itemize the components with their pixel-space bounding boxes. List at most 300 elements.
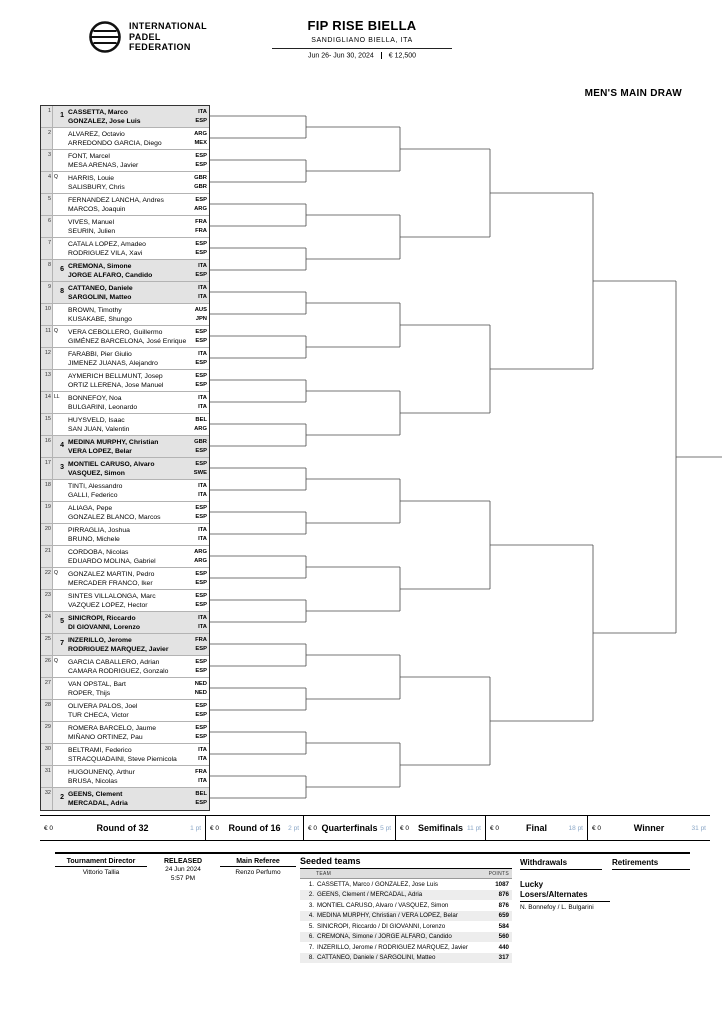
player1-country: ITA bbox=[198, 284, 207, 291]
entry-position: 20 bbox=[41, 524, 53, 545]
entry-countries bbox=[187, 304, 209, 325]
entry-team bbox=[66, 744, 187, 765]
player2-country: ESP bbox=[195, 800, 207, 806]
round-points: 5 pt bbox=[380, 824, 391, 832]
round-points: 11 pt bbox=[467, 824, 481, 832]
entry-seed-or-qualifier: Q bbox=[54, 658, 58, 664]
seeded-team-names: MONTIEL CARUSO, Alvaro / VASQUEZ, Simon bbox=[317, 901, 449, 909]
entry-position: 23 bbox=[41, 590, 53, 611]
entry-position: 17 bbox=[41, 458, 53, 479]
entry-seed-or-qualifier bbox=[53, 216, 66, 237]
player2-name: RODRIGUEZ VILA, Xavi bbox=[68, 249, 143, 257]
entry-position: 5 bbox=[41, 194, 53, 215]
player1-country: ITA bbox=[198, 526, 207, 533]
lucky-losers-names: N. Bonnefoy / L. Bulgarini bbox=[520, 904, 594, 911]
player2-name: BRUSA, Nicolas bbox=[68, 777, 118, 785]
round-points: 2 pt bbox=[288, 824, 299, 832]
entry-row bbox=[41, 524, 209, 546]
player1-name: GARCIA CABALLERO, Adrian bbox=[68, 658, 160, 666]
player2-country: ESP bbox=[195, 667, 207, 674]
entry-row bbox=[41, 744, 209, 766]
player1-country: BEL bbox=[195, 791, 207, 797]
player1-country: ESP bbox=[195, 240, 207, 247]
lucky-losers-block bbox=[520, 880, 610, 911]
seeded-team-names: GEENS, Clement / MERCADAL, Adria bbox=[317, 891, 423, 899]
player1-name: VERA CEBOLLERO, Guillermo bbox=[68, 328, 163, 336]
entry-team bbox=[66, 282, 187, 303]
entry-countries bbox=[187, 392, 209, 413]
player1-country: AUS bbox=[194, 306, 207, 313]
entry-countries bbox=[187, 788, 209, 810]
entry-row bbox=[41, 238, 209, 260]
seeded-team-names: MEDINA MURPHY, Christian / VERA LOPEZ, Belar bbox=[317, 912, 458, 920]
player2-name: MERCADAL, Adria bbox=[68, 800, 128, 807]
player2-name: ARREDONDO GARCIA, Diego bbox=[68, 139, 162, 147]
player1-country: GBR bbox=[194, 438, 207, 445]
entry-seed-or-qualifier bbox=[53, 348, 66, 369]
draw-title: MEN'S MAIN DRAW bbox=[584, 88, 682, 99]
entry-seed-or-qualifier bbox=[53, 722, 66, 743]
player2-name: SARGOLINI, Matteo bbox=[68, 293, 132, 301]
player1-name: BELTRAMI, Federico bbox=[68, 746, 132, 754]
entry-countries bbox=[187, 150, 209, 171]
player2-name: MARCOS, Joaquin bbox=[68, 205, 126, 213]
player2-country: ESP bbox=[195, 271, 207, 278]
round-footer-cell bbox=[206, 816, 304, 840]
seeded-team-rank: 1. bbox=[308, 880, 314, 888]
entry-countries bbox=[187, 282, 209, 303]
player2-name: RODRIGUEZ MARQUEZ, Javier bbox=[68, 645, 169, 653]
entry-row bbox=[41, 612, 209, 634]
entry-seed-or-qualifier: Q bbox=[54, 174, 58, 180]
round-prize: € 0 bbox=[44, 824, 54, 832]
entry-seed-or-qualifier bbox=[53, 304, 66, 325]
entry-seed-or-qualifier bbox=[53, 700, 66, 721]
entry-countries bbox=[187, 326, 209, 347]
player1-country: ESP bbox=[195, 658, 207, 665]
player2-name: BRUNO, Michele bbox=[68, 535, 120, 543]
player2-country: ESP bbox=[195, 601, 207, 608]
entry-countries bbox=[187, 678, 209, 699]
player2-country: ESP bbox=[195, 579, 207, 586]
lucky-losers-label: Lucky Losers/Alternates bbox=[520, 880, 610, 902]
player1-name: GONZALEZ MARTIN, Pedro bbox=[68, 570, 155, 578]
player1-name: BONNEFOY, Noa bbox=[68, 394, 122, 402]
player1-name: OLIVERA PALOS, Joel bbox=[68, 702, 138, 710]
round-footer-cell bbox=[40, 816, 206, 840]
entry-row bbox=[41, 722, 209, 744]
entry-row bbox=[41, 414, 209, 436]
entry-team bbox=[66, 656, 187, 677]
player1-name: MEDINA MURPHY, Christian bbox=[68, 438, 159, 446]
tournament-director-name: Vittorio Tallia bbox=[82, 869, 120, 876]
player1-country: ITA bbox=[198, 394, 207, 401]
org-line-2: PADEL bbox=[129, 31, 161, 42]
player2-name: STRACQUADAINI, Steve Piernicola bbox=[68, 755, 177, 763]
player1-country: ITA bbox=[198, 350, 207, 357]
player1-country: FRA bbox=[195, 768, 207, 775]
seeded-team-names: CASSETTA, Marco / GONZALEZ, Jose Luis bbox=[317, 880, 438, 888]
entry-countries bbox=[187, 172, 209, 193]
entry-row bbox=[41, 766, 209, 788]
entry-seed-or-qualifier: 3 bbox=[60, 464, 64, 471]
entry-team bbox=[66, 678, 187, 699]
player2-name: BULGARINI, Leonardo bbox=[68, 403, 138, 411]
player1-country: ITA bbox=[198, 108, 207, 115]
entry-seed-or-qualifier bbox=[53, 128, 66, 149]
entry-countries bbox=[187, 568, 209, 589]
player2-country: JPN bbox=[195, 315, 207, 322]
ipf-logo-text bbox=[129, 21, 207, 53]
player1-name: HUGOUNENQ, Arthur bbox=[68, 768, 135, 776]
entry-row bbox=[41, 656, 209, 678]
entry-countries bbox=[187, 590, 209, 611]
entry-row bbox=[41, 260, 209, 282]
released-time: 5:57 PM bbox=[170, 875, 196, 882]
player1-country: NED bbox=[194, 680, 207, 687]
player1-name: FONT, Marcel bbox=[68, 152, 110, 160]
entry-seed-or-qualifier: 8 bbox=[60, 288, 64, 295]
round-footer-cell bbox=[396, 816, 486, 840]
entry-seed-or-qualifier bbox=[53, 238, 66, 259]
player1-name: TINTI, Alessandro bbox=[68, 482, 123, 490]
seeded-team-rank: 8. bbox=[308, 954, 314, 962]
entry-position: 22 bbox=[41, 568, 53, 589]
main-referee-label: Main Referee bbox=[220, 858, 296, 867]
player2-name: DI GIOVANNI, Lorenzo bbox=[68, 623, 140, 631]
entry-seed-or-qualifier bbox=[53, 766, 66, 787]
player1-name: CATTANEO, Daniele bbox=[68, 284, 133, 292]
round-prize: € 0 bbox=[308, 824, 318, 832]
entry-position: 6 bbox=[41, 216, 53, 237]
player2-name: GONZALEZ BLANCO, Marcos bbox=[68, 513, 161, 521]
entry-team bbox=[66, 194, 187, 215]
player2-country: ITA bbox=[198, 777, 207, 784]
round-prize: € 0 bbox=[210, 824, 220, 832]
entry-team bbox=[66, 392, 187, 413]
player2-country: ESP bbox=[195, 645, 207, 652]
entry-countries bbox=[187, 458, 209, 479]
entry-seed-or-qualifier bbox=[53, 370, 66, 391]
seeded-team-row bbox=[300, 942, 512, 953]
player1-name: FERNANDEZ LANCHA, Andres bbox=[68, 196, 164, 204]
player2-country: ITA bbox=[198, 535, 207, 542]
entry-countries bbox=[187, 700, 209, 721]
entry-row bbox=[41, 458, 209, 480]
info-divider bbox=[55, 852, 690, 854]
player2-country: ARG bbox=[194, 425, 207, 432]
entry-seed-or-qualifier bbox=[53, 546, 66, 567]
entry-position: 1 bbox=[41, 106, 53, 127]
entry-countries bbox=[187, 634, 209, 655]
entry-seed-or-qualifier: 7 bbox=[60, 640, 64, 647]
retirements-block bbox=[612, 858, 690, 870]
seeded-teams-block bbox=[300, 856, 512, 963]
seeded-team-row bbox=[300, 900, 512, 911]
entry-team bbox=[66, 414, 187, 435]
player2-name: VASQUEZ, Simon bbox=[68, 469, 125, 477]
player1-name: SINICROPI, Riccardo bbox=[68, 614, 136, 622]
entry-position: 13 bbox=[41, 370, 53, 391]
seeded-teams-table bbox=[300, 879, 512, 963]
player2-country: ESP bbox=[195, 381, 207, 388]
seeded-team-rank: 3. bbox=[308, 901, 314, 909]
entry-row bbox=[41, 326, 209, 348]
entry-position: 29 bbox=[41, 722, 53, 743]
tournament-director-label: Tournament Director bbox=[55, 858, 147, 867]
entry-countries bbox=[187, 260, 209, 281]
entry-position: 21 bbox=[41, 546, 53, 567]
entry-seed-or-qualifier bbox=[53, 744, 66, 765]
player1-name: CREMONA, Simone bbox=[68, 262, 132, 270]
entry-seed-or-qualifier bbox=[53, 414, 66, 435]
player1-country: ITA bbox=[198, 614, 207, 621]
round-label: Quarterfinals bbox=[321, 823, 378, 833]
tournament-dates-prize bbox=[232, 52, 492, 59]
player1-country: ESP bbox=[195, 372, 207, 379]
divider bbox=[381, 52, 382, 59]
draw-entries bbox=[40, 105, 210, 811]
player1-country: BEL bbox=[195, 416, 207, 423]
seeded-team-row bbox=[300, 932, 512, 943]
player2-country: ESP bbox=[195, 711, 207, 718]
entry-countries bbox=[187, 436, 209, 457]
entry-team bbox=[66, 326, 187, 347]
entry-countries bbox=[187, 348, 209, 369]
round-prize: € 0 bbox=[592, 824, 602, 832]
player2-country: NED bbox=[194, 689, 207, 696]
tournament-location: SANDIGLIANO BIELLA, ITA bbox=[311, 37, 413, 44]
player2-country: ARG bbox=[194, 205, 207, 212]
entry-row bbox=[41, 370, 209, 392]
seeded-teams-label: Seeded teams bbox=[300, 856, 512, 869]
player1-country: ESP bbox=[195, 724, 207, 731]
entry-team bbox=[66, 612, 187, 633]
org-line-1: INTERNATIONAL bbox=[129, 21, 208, 32]
released-label: RELEASED bbox=[163, 858, 203, 865]
entry-row bbox=[41, 788, 209, 810]
entry-position: 15 bbox=[41, 414, 53, 435]
entry-position: 2 bbox=[41, 128, 53, 149]
player2-name: JORGE ALFARO, Candido bbox=[68, 271, 153, 279]
player2-country: ESP bbox=[195, 249, 207, 256]
entry-team bbox=[66, 370, 187, 391]
entry-row bbox=[41, 106, 209, 128]
entry-seed-or-qualifier bbox=[53, 194, 66, 215]
seeded-team-row bbox=[300, 921, 512, 932]
entry-row bbox=[41, 590, 209, 612]
entry-countries bbox=[187, 238, 209, 259]
entry-countries bbox=[187, 766, 209, 787]
entry-position: 32 bbox=[41, 788, 53, 810]
entry-seed-or-qualifier: 1 bbox=[60, 112, 64, 119]
player2-name: JIMENEZ JUANAS, Alejandro bbox=[68, 359, 158, 367]
entry-team bbox=[66, 260, 187, 281]
player1-name: VIVES, Manuel bbox=[68, 218, 115, 226]
entry-seed-or-qualifier bbox=[53, 524, 66, 545]
entry-row bbox=[41, 480, 209, 502]
entry-seed-or-qualifier bbox=[53, 150, 66, 171]
entry-team bbox=[66, 788, 187, 810]
entry-position: 25 bbox=[41, 634, 53, 655]
ipf-logo-icon bbox=[88, 20, 122, 54]
entry-team bbox=[66, 238, 187, 259]
round-footer-cell bbox=[486, 816, 588, 840]
player1-name: SINTES VILLALONGA, Marc bbox=[68, 592, 156, 600]
player1-country: ARG bbox=[194, 548, 207, 555]
player2-country: ESP bbox=[195, 733, 207, 740]
entry-row bbox=[41, 546, 209, 568]
entry-position: 10 bbox=[41, 304, 53, 325]
tournament-header bbox=[232, 18, 492, 59]
seeded-team-points: 876 bbox=[498, 901, 509, 909]
player1-country: ESP bbox=[195, 570, 207, 577]
entry-team bbox=[66, 436, 187, 457]
player2-country: ITA bbox=[198, 755, 207, 762]
player2-name: VAZQUEZ LOPEZ, Hector bbox=[68, 601, 148, 609]
entry-team bbox=[66, 480, 187, 501]
team-column-header: TEAM bbox=[316, 870, 332, 877]
entry-team bbox=[66, 172, 187, 193]
player2-name: GONZALEZ, Jose Luis bbox=[68, 117, 141, 125]
player1-country: ITA bbox=[198, 746, 207, 753]
entry-team bbox=[66, 524, 187, 545]
player2-country: ESP bbox=[195, 513, 207, 520]
entry-seed-or-qualifier: LL bbox=[54, 394, 60, 400]
entry-position: 12 bbox=[41, 348, 53, 369]
player1-name: BROWN, Timothy bbox=[68, 306, 122, 314]
round-label: Round of 32 bbox=[96, 823, 149, 833]
entry-seed-or-qualifier: 2 bbox=[60, 794, 64, 801]
player2-name: VERA LOPEZ, Belar bbox=[68, 447, 132, 455]
released-date: 24 Jun 2024 bbox=[165, 866, 201, 873]
player1-country: ESP bbox=[195, 592, 207, 599]
seeded-team-points: 876 bbox=[498, 891, 509, 899]
entry-team bbox=[66, 546, 187, 567]
entry-seed-or-qualifier bbox=[53, 480, 66, 501]
entry-position: 24 bbox=[41, 612, 53, 633]
entry-countries bbox=[187, 414, 209, 435]
ipf-logo bbox=[88, 20, 207, 54]
player1-country: FRA bbox=[195, 636, 207, 643]
entry-countries bbox=[187, 524, 209, 545]
seeded-team-row bbox=[300, 911, 512, 922]
entry-team bbox=[66, 700, 187, 721]
seeded-team-rank: 6. bbox=[308, 933, 314, 941]
entry-row bbox=[41, 348, 209, 370]
seeded-team-points: 659 bbox=[498, 912, 509, 920]
tournament-director-block bbox=[55, 858, 147, 876]
seeded-team-row bbox=[300, 890, 512, 901]
player1-country: ITA bbox=[198, 262, 207, 269]
seeded-team-rank: 4. bbox=[308, 912, 314, 920]
round-label: Semifinals bbox=[417, 823, 464, 833]
player2-name: TUR CHECA, Victor bbox=[68, 711, 129, 719]
seeded-team-names: INZERILLO, Jerome / RODRIGUEZ MARQUEZ, Javier bbox=[317, 943, 468, 951]
entry-team bbox=[66, 502, 187, 523]
entry-position: 19 bbox=[41, 502, 53, 523]
player1-name: HUYSVELD, Isaac bbox=[68, 416, 125, 424]
round-footer-cell bbox=[304, 816, 396, 840]
entry-seed-or-qualifier: Q bbox=[54, 570, 58, 576]
entry-countries bbox=[187, 744, 209, 765]
player2-country: ITA bbox=[198, 293, 207, 300]
player1-country: ESP bbox=[195, 328, 207, 335]
entry-team bbox=[66, 634, 187, 655]
entry-position: 26 bbox=[41, 656, 53, 677]
player2-name: GALLI, Federico bbox=[68, 491, 118, 499]
entry-position: 3 bbox=[41, 150, 53, 171]
player1-name: CATALA LOPEZ, Amadeo bbox=[68, 240, 146, 248]
entry-team bbox=[66, 128, 187, 149]
player2-country: ESP bbox=[195, 117, 207, 124]
entry-countries bbox=[187, 480, 209, 501]
entry-position: 28 bbox=[41, 700, 53, 721]
entry-position: 16 bbox=[41, 436, 53, 457]
entry-seed-or-qualifier: 6 bbox=[60, 266, 64, 273]
player2-country: ESP bbox=[195, 161, 207, 168]
player2-country: ITA bbox=[198, 491, 207, 498]
entry-row bbox=[41, 150, 209, 172]
player1-name: CASSETTA, Marco bbox=[68, 108, 128, 116]
player1-country: ESP bbox=[195, 460, 207, 467]
player1-name: GEENS, Clement bbox=[68, 791, 123, 798]
entry-countries bbox=[187, 612, 209, 633]
released-block bbox=[152, 858, 214, 883]
player1-name: HARRIS, Louie bbox=[68, 174, 115, 182]
round-prize: € 0 bbox=[490, 824, 500, 832]
seeded-teams-table-header bbox=[300, 869, 512, 879]
player2-name: MERCADER FRANCO, Iker bbox=[68, 579, 153, 587]
divider bbox=[272, 48, 452, 49]
entry-position: 9 bbox=[41, 282, 53, 303]
entry-countries bbox=[187, 106, 209, 127]
player2-name: KUSAKABE, Shungo bbox=[68, 315, 132, 323]
entry-seed-or-qualifier: 5 bbox=[60, 618, 64, 625]
entry-position: 8 bbox=[41, 260, 53, 281]
entry-position: 31 bbox=[41, 766, 53, 787]
player2-country: ESP bbox=[195, 359, 207, 366]
seeded-team-row bbox=[300, 879, 512, 890]
entry-countries bbox=[187, 370, 209, 391]
player2-name: GIMÉNEZ BARCELONA, José Enrique bbox=[68, 337, 187, 345]
entry-row bbox=[41, 700, 209, 722]
entry-position: 27 bbox=[41, 678, 53, 699]
entry-seed-or-qualifier bbox=[53, 590, 66, 611]
player2-country: MEX bbox=[194, 139, 207, 146]
seeded-team-names: CATTANEO, Daniele / SARGOLINI, Matteo bbox=[317, 954, 436, 962]
entry-team bbox=[66, 216, 187, 237]
entry-row bbox=[41, 678, 209, 700]
entry-team bbox=[66, 590, 187, 611]
entry-seed-or-qualifier bbox=[53, 502, 66, 523]
player2-name: SAN JUAN, Valentin bbox=[68, 425, 130, 433]
seeded-team-rank: 5. bbox=[308, 922, 314, 930]
player1-name: ALIAGA, Pepe bbox=[68, 504, 113, 512]
seeded-team-points: 1087 bbox=[495, 880, 509, 888]
entry-row bbox=[41, 634, 209, 656]
entry-countries bbox=[187, 722, 209, 743]
player1-country: GBR bbox=[194, 174, 207, 181]
seeded-team-names: SINICROPI, Riccardo / DI GIOVANNI, Lorenzo bbox=[317, 922, 446, 930]
entry-seed-or-qualifier: 4 bbox=[60, 442, 64, 449]
player2-country: ITA bbox=[198, 403, 207, 410]
main-referee-name: Renzo Perfumo bbox=[235, 869, 281, 876]
player2-name: MIÑANO ORTINEZ, Pau bbox=[68, 733, 143, 741]
entry-team bbox=[66, 150, 187, 171]
org-line-3: FEDERATION bbox=[129, 42, 191, 53]
entry-position: 4 bbox=[41, 172, 53, 193]
